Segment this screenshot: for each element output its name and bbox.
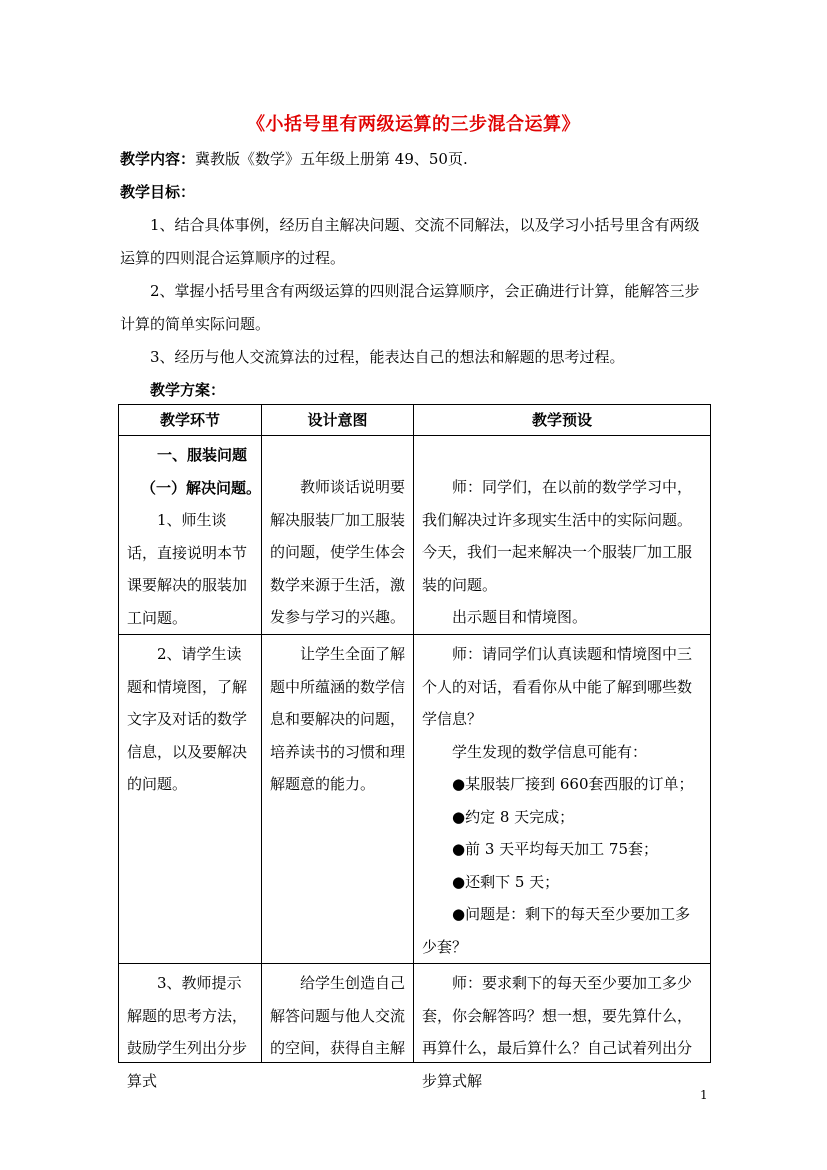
intent-cell <box>262 635 414 964</box>
bullet-item: ●前 3 天平均每天加工 75套； <box>452 840 659 858</box>
goals-label: 教学目标： <box>120 183 196 201</box>
content-text: 冀教版《数学》五年级上册第 49、50页. <box>195 150 468 168</box>
stage-cell <box>119 635 262 964</box>
table-row <box>119 964 711 1063</box>
preset-text: 师：要求剩下的每天至少要加工多少套，你会解答吗？想一想，要先算什么，再算什么，最后算什么？自己试着列出分步算式解 <box>422 974 693 1090</box>
preset-text: 学生发现的数学信息可能有： <box>452 742 648 761</box>
stage-cell <box>119 436 262 635</box>
intent-text: 让学生全面了解题中所蕴涵的数学信息和要解决的问题，培养读书的习惯和理解题意的能力。 <box>270 645 406 793</box>
stage-text: 2、请学生读题和情境图，了解文字及对话的数学信息，以及要解决的问题。 <box>127 645 248 793</box>
intent-text: 给学生创造自己解答问题与他人交流的空间，获得自主解 <box>270 974 406 1057</box>
subsection-heading: （一）解决问题。 <box>141 478 262 497</box>
table-row <box>119 436 711 635</box>
bullet-item: ●约定 8 天完成； <box>452 807 575 826</box>
intent-cell <box>262 964 414 1063</box>
preset-text: 师：请同学们认真读题和情境图中三个人的对话，看看你从中能了解到哪些数学信息？ <box>422 645 693 728</box>
preset-cell <box>414 964 711 1090</box>
header-stage: 教学环节 <box>119 405 262 436</box>
preset-cell <box>414 436 711 635</box>
stage-text: 3、教师提示解题的思考方法，鼓励学生列出分步算式 <box>127 974 248 1090</box>
teaching-plan-table <box>118 404 711 1090</box>
bullet-item: ●还剩下 5 天； <box>452 872 560 891</box>
goal-3: 3、经历与他人交流算法的过程，能表达自己的想法和解题的思考过程。 <box>150 348 625 366</box>
preset-cell <box>414 635 711 964</box>
preset-text: 师：同学们，在以前的数学学习中，我们解决过许多现实生活中的实际问题。今天，我们一起来解决一个服装厂加工服装的问题。 <box>422 478 693 594</box>
content-line <box>120 143 712 176</box>
table-header-row <box>119 405 711 436</box>
intent-text: 教师谈话说明要解决服装厂加工服装的问题，使学生体会数学来源于生活，激发参与学习的兴趣。 <box>270 478 406 626</box>
section-heading: 一、服装问题 <box>157 446 248 464</box>
document-title: 《小括号里有两级运算的三步混合运算》 <box>247 114 580 135</box>
intent-cell <box>262 436 414 635</box>
bullet-item: ●某服装厂接到 660套西服的订单； <box>452 775 694 793</box>
stage-text: 1、师生谈话，直接说明本节课要解决的服装加工问题。 <box>127 511 248 627</box>
table-row <box>119 635 711 964</box>
page-number: 1 <box>700 1088 708 1102</box>
goal-2: 2、掌握小括号里含有两级运算的四则混合运算顺序，会正确进行计算，能解答三步计算的简单实际问题。 <box>120 282 700 333</box>
content-label: 教学内容： <box>120 150 196 168</box>
preset-text: 出示题目和情境图。 <box>452 608 588 626</box>
stage-cell <box>119 964 262 1090</box>
header-intent: 设计意图 <box>262 405 414 436</box>
header-preset: 教学预设 <box>414 405 711 436</box>
goal-1: 1、结合具体事例，经历自主解决问题、交流不同解法，以及学习小括号里含有两级运算的四则混合运算顺序的过程。 <box>120 216 700 267</box>
bullet-item: ●问题是：剩下的每天至少要加工多少套？ <box>422 905 691 956</box>
plan-label: 教学方案： <box>150 381 226 399</box>
